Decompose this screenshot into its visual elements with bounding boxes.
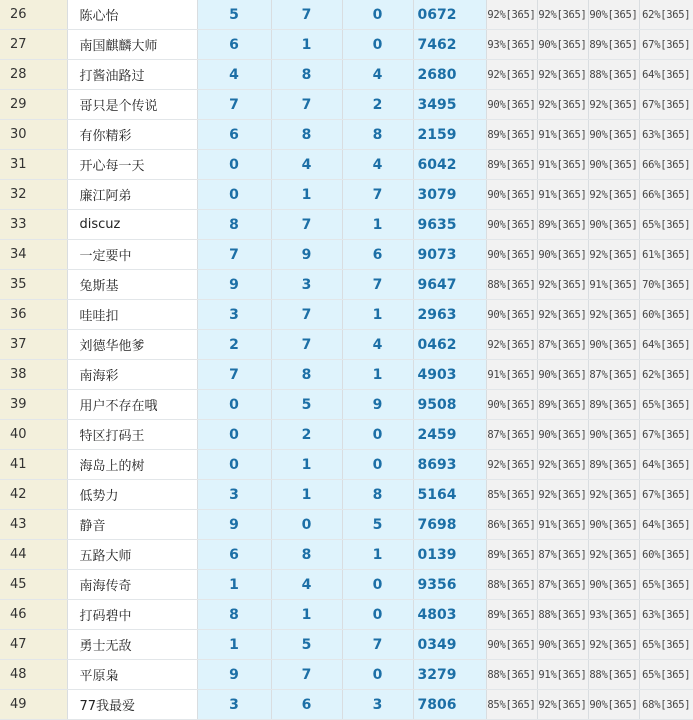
table-row [0,390,693,420]
code-cell: 3279 [413,660,486,690]
stat-1-cell: 86%[365] [486,510,537,540]
stat-2-cell: 92%[365] [537,300,588,330]
table-row [0,30,693,60]
rank-number-cell: 32 [0,180,67,210]
username-cell: 廉江阿弟 [67,180,197,210]
digit-1-cell: 6 [197,540,271,570]
digit-3-cell: 8 [342,480,413,510]
digit-1-cell: 1 [197,630,271,660]
username-cell: 南海传奇 [67,570,197,600]
code-cell: 9635 [413,210,486,240]
rank-number-cell: 39 [0,390,67,420]
stat-3-cell: 92%[365] [588,540,639,570]
digit-2-cell: 4 [271,150,342,180]
stat-1-cell: 90%[365] [486,390,537,420]
digit-1-cell: 7 [197,240,271,270]
stat-1-cell: 89%[365] [486,120,537,150]
digit-2-cell: 2 [271,420,342,450]
stat-4-cell: 65%[365] [639,570,693,600]
stat-4-cell: 67%[365] [639,30,693,60]
stat-2-cell: 88%[365] [537,600,588,630]
stat-4-cell: 64%[365] [639,450,693,480]
rank-number-cell: 34 [0,240,67,270]
stat-4-cell: 67%[365] [639,420,693,450]
digit-1-cell: 6 [197,30,271,60]
table-row [0,300,693,330]
code-cell: 9073 [413,240,486,270]
digit-3-cell: 5 [342,510,413,540]
digit-2-cell: 1 [271,480,342,510]
digit-3-cell: 0 [342,30,413,60]
digit-3-cell: 3 [342,690,413,720]
digit-1-cell: 4 [197,60,271,90]
stat-3-cell: 90%[365] [588,210,639,240]
stat-2-cell: 91%[365] [537,510,588,540]
stat-1-cell: 91%[365] [486,360,537,390]
stat-2-cell: 92%[365] [537,270,588,300]
stat-3-cell: 90%[365] [588,150,639,180]
digit-2-cell: 8 [271,540,342,570]
digit-2-cell: 8 [271,360,342,390]
digit-3-cell: 0 [342,660,413,690]
stat-3-cell: 90%[365] [588,420,639,450]
digit-3-cell: 8 [342,120,413,150]
stat-1-cell: 90%[365] [486,210,537,240]
rank-number-cell: 27 [0,30,67,60]
stat-4-cell: 64%[365] [639,330,693,360]
stat-3-cell: 92%[365] [588,300,639,330]
username-cell: 打酱油路过 [67,60,197,90]
stat-4-cell: 60%[365] [639,540,693,570]
digit-2-cell: 8 [271,120,342,150]
code-cell: 0462 [413,330,486,360]
stat-3-cell: 89%[365] [588,450,639,480]
stat-3-cell: 87%[365] [588,360,639,390]
table-row [0,210,693,240]
stat-1-cell: 88%[365] [486,570,537,600]
username-cell: 打码碧中 [67,600,197,630]
rank-number-cell: 38 [0,360,67,390]
rank-number-cell: 42 [0,480,67,510]
table-row [0,630,693,660]
digit-3-cell: 4 [342,150,413,180]
stat-2-cell: 92%[365] [537,60,588,90]
digit-1-cell: 8 [197,600,271,630]
digit-1-cell: 0 [197,180,271,210]
code-cell: 4803 [413,600,486,630]
stat-3-cell: 88%[365] [588,660,639,690]
digit-3-cell: 7 [342,180,413,210]
digit-3-cell: 0 [342,450,413,480]
stat-1-cell: 89%[365] [486,540,537,570]
stat-2-cell: 92%[365] [537,90,588,120]
username-cell: 用户不存在哦 [67,390,197,420]
digit-3-cell: 4 [342,330,413,360]
table-row [0,690,693,720]
digit-2-cell: 0 [271,510,342,540]
digit-1-cell: 9 [197,510,271,540]
stat-2-cell: 90%[365] [537,420,588,450]
stat-2-cell: 92%[365] [537,480,588,510]
username-cell: 勇士无敌 [67,630,197,660]
stat-1-cell: 89%[365] [486,600,537,630]
stat-1-cell: 92%[365] [486,450,537,480]
rank-number-cell: 41 [0,450,67,480]
stat-2-cell: 91%[365] [537,120,588,150]
stat-4-cell: 70%[365] [639,270,693,300]
stat-3-cell: 92%[365] [588,180,639,210]
stat-1-cell: 90%[365] [486,630,537,660]
rank-number-cell: 45 [0,570,67,600]
digit-1-cell: 8 [197,210,271,240]
rank-number-cell: 29 [0,90,67,120]
stat-4-cell: 64%[365] [639,510,693,540]
table-row [0,330,693,360]
digit-3-cell: 1 [342,360,413,390]
code-cell: 2963 [413,300,486,330]
code-cell: 2159 [413,120,486,150]
table-row [0,150,693,180]
stat-4-cell: 60%[365] [639,300,693,330]
code-cell: 9508 [413,390,486,420]
username-cell: 陈心怡 [67,0,197,30]
digit-2-cell: 7 [271,210,342,240]
username-cell: 海岛上的树 [67,450,197,480]
stat-2-cell: 90%[365] [537,30,588,60]
stat-1-cell: 87%[365] [486,420,537,450]
digit-1-cell: 0 [197,450,271,480]
stat-1-cell: 92%[365] [486,0,537,30]
rank-number-cell: 33 [0,210,67,240]
username-cell: 静音 [67,510,197,540]
stat-1-cell: 90%[365] [486,90,537,120]
username-cell: 一定要中 [67,240,197,270]
username-cell: 南海彩 [67,360,197,390]
digit-2-cell: 4 [271,570,342,600]
stat-3-cell: 92%[365] [588,480,639,510]
stat-1-cell: 85%[365] [486,480,537,510]
code-cell: 9647 [413,270,486,300]
digit-3-cell: 0 [342,420,413,450]
digit-2-cell: 6 [271,690,342,720]
stat-2-cell: 91%[365] [537,180,588,210]
stat-1-cell: 90%[365] [486,300,537,330]
digit-3-cell: 7 [342,270,413,300]
stat-1-cell: 92%[365] [486,60,537,90]
stat-3-cell: 92%[365] [588,630,639,660]
stat-2-cell: 92%[365] [537,0,588,30]
code-cell: 3079 [413,180,486,210]
stat-2-cell: 90%[365] [537,630,588,660]
digit-2-cell: 3 [271,270,342,300]
stat-3-cell: 89%[365] [588,30,639,60]
username-cell: 哥只是个传说 [67,90,197,120]
stat-2-cell: 90%[365] [537,360,588,390]
digit-2-cell: 1 [271,30,342,60]
table-row [0,660,693,690]
stat-4-cell: 61%[365] [639,240,693,270]
stat-1-cell: 85%[365] [486,690,537,720]
username-cell: 哇哇扣 [67,300,197,330]
rank-number-cell: 35 [0,270,67,300]
digit-2-cell: 7 [271,90,342,120]
code-cell: 2459 [413,420,486,450]
digit-1-cell: 0 [197,150,271,180]
digit-1-cell: 9 [197,270,271,300]
code-cell: 5164 [413,480,486,510]
digit-1-cell: 2 [197,330,271,360]
rank-number-cell: 28 [0,60,67,90]
table-row [0,600,693,630]
stat-4-cell: 63%[365] [639,600,693,630]
digit-3-cell: 1 [342,540,413,570]
code-cell: 0672 [413,0,486,30]
stat-4-cell: 62%[365] [639,0,693,30]
rank-number-cell: 31 [0,150,67,180]
rank-number-cell: 40 [0,420,67,450]
username-cell: 特区打码王 [67,420,197,450]
rank-number-cell: 26 [0,0,67,30]
stat-3-cell: 93%[365] [588,600,639,630]
digit-1-cell: 6 [197,120,271,150]
code-cell: 0139 [413,540,486,570]
stat-2-cell: 89%[365] [537,390,588,420]
rank-number-cell: 36 [0,300,67,330]
rank-number-cell: 37 [0,330,67,360]
username-cell: 开心每一天 [67,150,197,180]
digit-1-cell: 7 [197,90,271,120]
code-cell: 7806 [413,690,486,720]
table-row [0,120,693,150]
digit-2-cell: 1 [271,180,342,210]
stat-2-cell: 87%[365] [537,570,588,600]
stat-3-cell: 90%[365] [588,0,639,30]
code-cell: 4903 [413,360,486,390]
digit-3-cell: 9 [342,390,413,420]
table-row [0,0,693,30]
code-cell: 9356 [413,570,486,600]
stat-1-cell: 90%[365] [486,180,537,210]
stat-1-cell: 92%[365] [486,330,537,360]
stat-4-cell: 67%[365] [639,90,693,120]
digit-3-cell: 4 [342,60,413,90]
digit-1-cell: 3 [197,480,271,510]
digit-3-cell: 6 [342,240,413,270]
username-cell: 五路大师 [67,540,197,570]
digit-2-cell: 5 [271,390,342,420]
table-row [0,570,693,600]
stat-1-cell: 88%[365] [486,270,537,300]
rank-number-cell: 44 [0,540,67,570]
username-cell: 南国麒麟大师 [67,30,197,60]
stat-1-cell: 93%[365] [486,30,537,60]
code-cell: 2680 [413,60,486,90]
table-row [0,60,693,90]
digit-1-cell: 0 [197,420,271,450]
stat-2-cell: 91%[365] [537,660,588,690]
stat-4-cell: 67%[365] [639,480,693,510]
rank-number-cell: 48 [0,660,67,690]
table-row [0,90,693,120]
table-row [0,510,693,540]
code-cell: 8693 [413,450,486,480]
stat-3-cell: 88%[365] [588,60,639,90]
stat-2-cell: 92%[365] [537,450,588,480]
digit-1-cell: 3 [197,690,271,720]
stat-2-cell: 87%[365] [537,330,588,360]
table-row [0,480,693,510]
digit-3-cell: 2 [342,90,413,120]
stat-2-cell: 90%[365] [537,240,588,270]
table-row [0,420,693,450]
digit-2-cell: 7 [271,0,342,30]
digit-2-cell: 9 [271,240,342,270]
code-cell: 7462 [413,30,486,60]
table-row [0,540,693,570]
username-cell: 兔斯基 [67,270,197,300]
stat-3-cell: 90%[365] [588,330,639,360]
digit-1-cell: 7 [197,360,271,390]
stat-1-cell: 88%[365] [486,660,537,690]
stat-3-cell: 89%[365] [588,390,639,420]
stat-4-cell: 63%[365] [639,120,693,150]
username-cell: 有你精彩 [67,120,197,150]
stat-3-cell: 92%[365] [588,90,639,120]
stat-4-cell: 64%[365] [639,60,693,90]
digit-1-cell: 3 [197,300,271,330]
stat-3-cell: 91%[365] [588,270,639,300]
username-cell: discuz [67,210,197,240]
digit-3-cell: 0 [342,570,413,600]
stat-4-cell: 65%[365] [639,660,693,690]
digit-1-cell: 9 [197,660,271,690]
digit-3-cell: 7 [342,630,413,660]
stat-1-cell: 89%[365] [486,150,537,180]
digit-2-cell: 8 [271,60,342,90]
stat-2-cell: 91%[365] [537,150,588,180]
stat-4-cell: 68%[365] [639,690,693,720]
digit-2-cell: 1 [271,600,342,630]
digit-2-cell: 1 [271,450,342,480]
username-cell: 刘德华他爹 [67,330,197,360]
digit-2-cell: 7 [271,300,342,330]
digit-1-cell: 1 [197,570,271,600]
table-row [0,360,693,390]
stat-4-cell: 65%[365] [639,210,693,240]
digit-2-cell: 5 [271,630,342,660]
rank-number-cell: 46 [0,600,67,630]
stat-2-cell: 92%[365] [537,690,588,720]
digit-3-cell: 1 [342,300,413,330]
stat-2-cell: 87%[365] [537,540,588,570]
digit-1-cell: 5 [197,0,271,30]
username-cell: 平原枭 [67,660,197,690]
stat-3-cell: 92%[365] [588,240,639,270]
code-cell: 3495 [413,90,486,120]
stat-3-cell: 90%[365] [588,570,639,600]
table-row [0,270,693,300]
code-cell: 0349 [413,630,486,660]
rank-number-cell: 43 [0,510,67,540]
digit-3-cell: 0 [342,600,413,630]
digit-2-cell: 7 [271,330,342,360]
table-row [0,450,693,480]
stat-2-cell: 89%[365] [537,210,588,240]
code-cell: 7698 [413,510,486,540]
stat-1-cell: 90%[365] [486,240,537,270]
digit-3-cell: 0 [342,0,413,30]
digit-2-cell: 7 [271,660,342,690]
stat-4-cell: 66%[365] [639,180,693,210]
rank-number-cell: 47 [0,630,67,660]
stat-4-cell: 65%[365] [639,630,693,660]
stat-4-cell: 65%[365] [639,390,693,420]
username-cell: 77我最爱 [67,690,197,720]
code-cell: 6042 [413,150,486,180]
digit-3-cell: 1 [342,210,413,240]
stat-3-cell: 90%[365] [588,120,639,150]
stat-3-cell: 90%[365] [588,510,639,540]
rank-number-cell: 30 [0,120,67,150]
rank-number-cell: 49 [0,690,67,720]
digit-1-cell: 0 [197,390,271,420]
stat-3-cell: 90%[365] [588,690,639,720]
stat-4-cell: 66%[365] [639,150,693,180]
table-row [0,180,693,210]
username-cell: 低势力 [67,480,197,510]
stat-4-cell: 62%[365] [639,360,693,390]
table-row [0,240,693,270]
